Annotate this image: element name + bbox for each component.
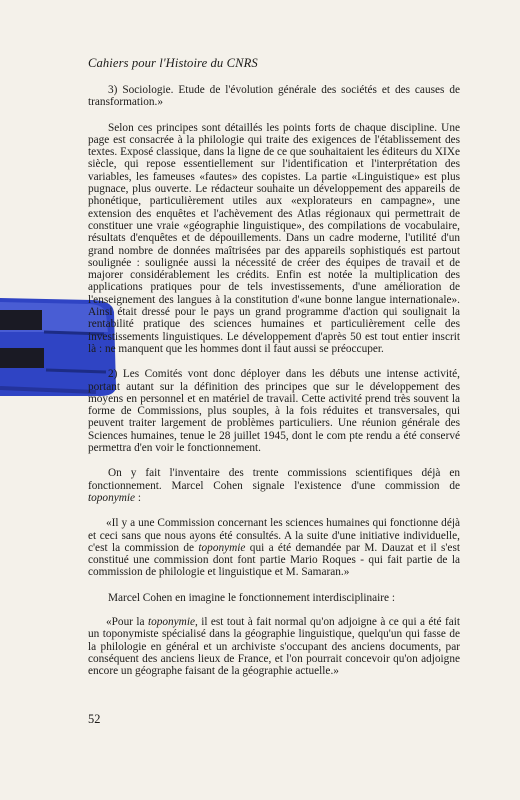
toponymie-term: toponymie — [198, 541, 246, 554]
paragraph-inventory-text: On y fait l'inventaire des trente commissions scientifiques déjà en fonctionnement. Marcel Cohen signale l'existence d'une commission de — [88, 467, 460, 492]
toponymie-term: toponymie — [147, 615, 195, 628]
page-body — [88, 84, 460, 690]
paragraph-sociologie: 3) Sociologie. Etude de l'évolution générale des sociétés et des causes de transformation.» — [88, 84, 460, 109]
quote-commission-text: «Il y a une Commission concernant les sciences humaines qui fonctionne déjà et ceci sans que nous ayons été consultés. A la suite d'une initiative individuelle, c'est la commission de — [88, 517, 460, 554]
quote-toponymie — [88, 616, 460, 677]
quote-commission-end: qui a été demandée par M. Dauzat et il s'est constitué une commission dont font partie Mario Roques - qui fait partie de la commission de philologie et linguistique et M. Samaran.» — [88, 541, 460, 579]
quote-toponymie-start: «Pour la — [106, 615, 148, 628]
paragraph-interdisciplinary: Marcel Cohen en imagine le fonctionnement interdisciplinaire : — [108, 591, 396, 604]
toponymie-term: toponymie — [88, 491, 136, 504]
quote-commission — [88, 517, 460, 578]
running-header: Cahiers pour l'Histoire du CNRS — [88, 56, 258, 70]
quote-toponymie-text: , il est tout à fait normal qu'on adjoigne à ce qui a été fait un toponymiste spécialisé dans la géographie linguistique, quelqu'un qui fasse de la philologie en général et un archiviste s'occupant des anciens documents, par conséquent des anciens lieux de France, et l'on pourrait concevoir qu'on adjoigne encore un géographe faisant de la géographie actuelle.» — [88, 615, 460, 678]
paragraph-inventory — [88, 467, 460, 504]
paragraph-inventory-end: : — [135, 491, 142, 504]
page-number: 52 — [88, 712, 101, 726]
paragraph-comites: 2) Les Comités vont donc déployer dans les débuts une intense activité, portant autant sur la définition des principes que sur le développement des moyens en personnel et en matériel de travail. Cette activité prend très souvent la forme de Commissions, plus souples, à la fois réduites et transversales, qui peuvent traiter largement de problèmes particuliers. Une réunion générale des Sciences humaines, tenue le 28 juillet 1945, dont le com pte rendu a été conservé permettra d'en voir le fonctionnement. — [88, 368, 460, 455]
paragraph-principles: Selon ces principes sont détaillés les points forts de chaque discipline. Une page est consacrée à la philologie qui traite des exigences de l'établissement des textes. Exposé classique, dans la ligne de ce que souhaitaient les éditeurs du XIXe siècle, qui repose essentiellement sur l'identification et l'interprétation des variables, les fameuses «fautes» des copistes. La partie «Linguistique» est plus pugnace, plus ouverte. Le rédacteur souhaite un développement des appareils de phonétique, particulièrement utiles aux «explorateurs en campagne», une extension des enquêtes et l'achèvement des Atlas régionaux qui permettrait de constituer une vraie «géographie linguistique», des compilations de vocabulaire, résultats d'enquêtes et de dépouillements. Dans un cadre moderne, l'utilité d'un grand nombre de données maîtrisées par des appareils sophistiqués est partout soulignée : soulignée aussi la nécessité de créer des équipes de travail et de majorer considérablement les crédits. Enfin est notée la multiplication des applications pratiques pour de tels investissements, d'une amélioration de l'enseignement des langues à la constitution d'«une bonne langue internationale». Ainsi était dressé pour le pays un grand programme d'action qui soulignait la rentabilité pratique des sciences humaines et particulièrement celle des investissements linguistiques. Le développement d'après 50 est tout entier inscrit là : ne manquent que les hommes dont il faut aussi se préoccuper. — [88, 121, 460, 355]
